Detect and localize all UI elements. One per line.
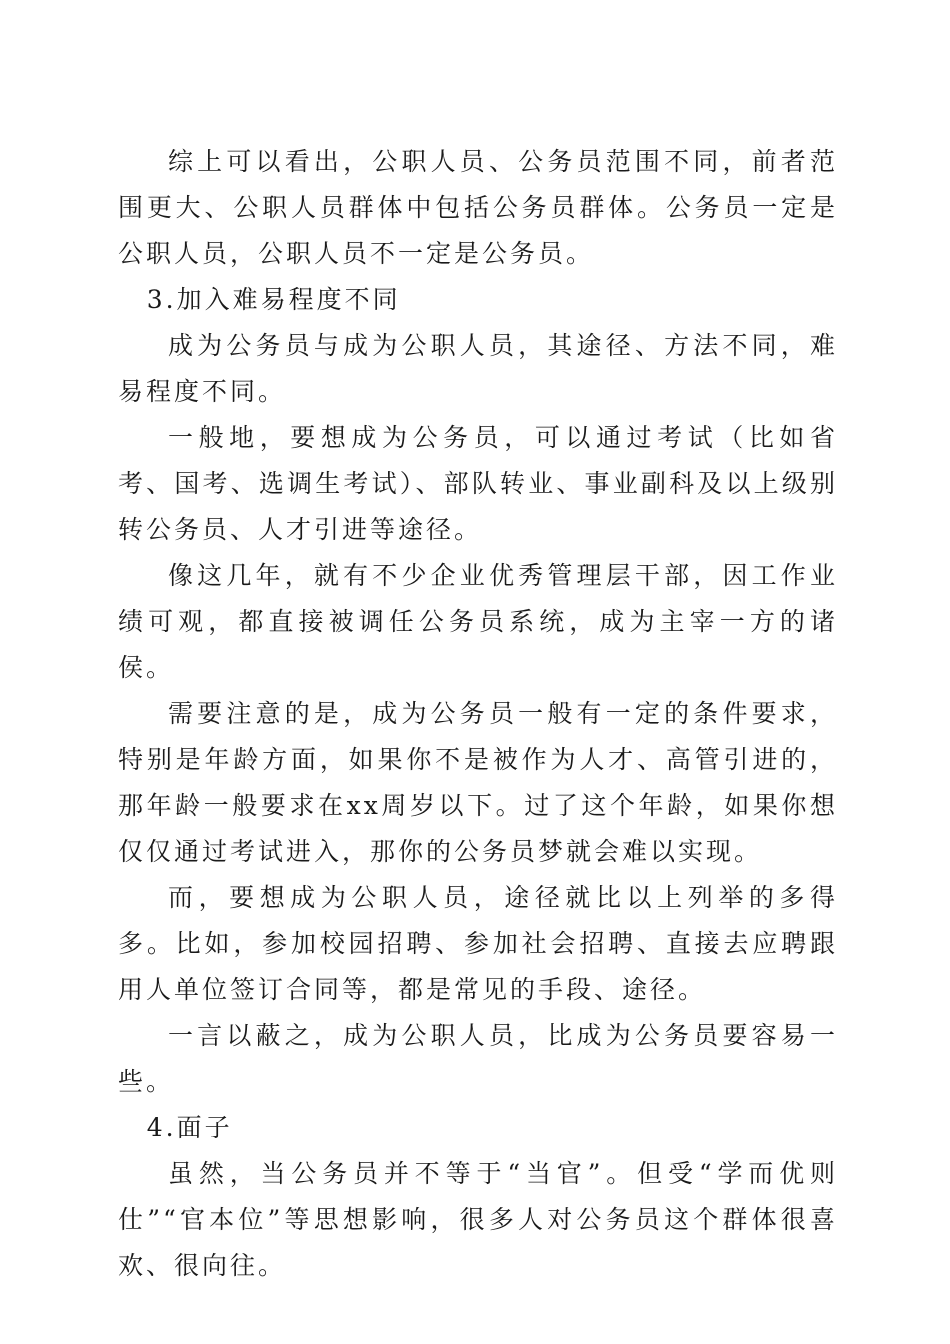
section-heading-3: 3.加入难易程度不同 [146, 285, 401, 314]
paragraph-conclusion: 一言以蔽之，成为公职人员，比成为公务员要容易一些。 [118, 1021, 838, 1096]
paragraph-difficulty-intro: 成为公务员与成为公职人员，其途径、方法不同，难易程度不同。 [118, 331, 838, 406]
paragraph-civil-servant-paths: 一般地，要想成为公务员，可以通过考试（比如省考、国考、选调生考试）、部队转业、事业副科及以上级别转公务员、人才引进等途径。 [118, 423, 838, 544]
section-heading-4: 4.面子 [146, 1113, 233, 1142]
paragraph-enterprise-transfer: 像这几年，就有不少企业优秀管理层干部，因工作业绩可观，都直接被调任公务员系统，成为主宰一方的诸侯。 [118, 561, 838, 682]
paragraph-age-requirement: 需要注意的是，成为公务员一般有一定的条件要求，特别是年龄方面，如果你不是被作为人才、高管引进的，那年龄一般要求在xx周岁以下。过了这个年龄，如果你想仅仅通过考试进入，那你的公务员梦就会难以实现。 [118, 699, 838, 866]
paragraph-public-staff-paths: 而，要想成为公职人员，途径就比以上列举的多得多。比如，参加校园招聘、参加社会招聘、直接去应聘跟用人单位签订合同等，都是常见的手段、途径。 [118, 883, 838, 1004]
paragraph-face: 虽然，当公务员并不等于“当官”。但受“学而优则仕”“官本位”等思想影响，很多人对公务员这个群体很喜欢、很向往。 [118, 1159, 838, 1280]
document-body [118, 139, 838, 1289]
paragraph-summary: 综上可以看出，公职人员、公务员范围不同，前者范围更大、公职人员群体中包括公务员群体。公务员一定是公职人员，公职人员不一定是公务员。 [118, 147, 838, 268]
